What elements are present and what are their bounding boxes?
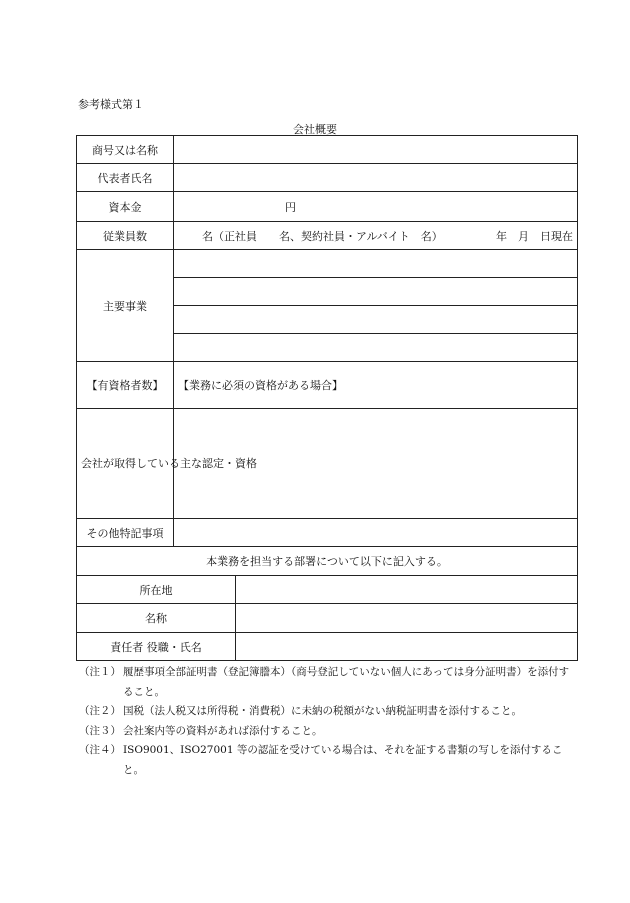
manager-row <box>77 633 578 661</box>
department-instruction-row <box>77 547 578 576</box>
note-text: ISO9001、ISO27001 等の認証を受けている場合は、それを証する書類の写しを添付すること。 <box>123 744 563 776</box>
main-business-field-2[interactable] <box>174 278 578 306</box>
qualified-row <box>77 362 578 409</box>
note-text: 会社案内等の資料があれば添付すること。 <box>123 724 323 737</box>
company-overview-table <box>76 135 578 661</box>
capital-label: 資本金 <box>77 192 174 222</box>
trade-name-row <box>77 136 578 164</box>
note-mark: （注３） <box>79 724 121 737</box>
trade-name-field[interactable] <box>174 136 578 164</box>
main-business-label: 主要事業 <box>77 250 174 362</box>
main-business-field-1[interactable] <box>174 250 578 278</box>
other-field[interactable] <box>174 519 578 547</box>
document-title: 会社概要 <box>293 123 337 136</box>
note-mark: （注４） <box>79 744 121 757</box>
capital-unit: 円 <box>285 200 296 214</box>
note-text: 国税（法人税又は所得税・消費税）に未納の税額がない納税証明書を添付すること。 <box>123 705 522 718</box>
department-name-field[interactable] <box>236 604 578 633</box>
note-3 <box>79 722 579 742</box>
form-number-label: 参考様式第１ <box>78 98 144 111</box>
representative-label: 代表者氏名 <box>77 164 174 192</box>
note-1 <box>79 663 579 702</box>
other-label: その他特記事項 <box>77 519 174 547</box>
main-business-field-4[interactable] <box>174 334 578 362</box>
trade-name-label: 商号又は名称 <box>77 136 174 164</box>
note-4 <box>79 741 579 780</box>
employees-row <box>77 222 578 250</box>
location-row <box>77 576 578 604</box>
note-mark: （注１） <box>79 666 121 678</box>
capital-field[interactable] <box>174 192 578 222</box>
location-label: 所在地 <box>77 576 236 604</box>
capital-row <box>77 192 578 222</box>
employees-label: 従業員数 <box>77 222 174 250</box>
certification-row <box>77 409 578 519</box>
note-mark: （注２） <box>79 705 121 718</box>
qualified-note: 【業務に必須の資格がある場合】 <box>178 379 343 392</box>
certification-label: 会社が取得している主な認定・資格 <box>77 409 174 519</box>
manager-field[interactable] <box>236 633 578 661</box>
notes-section <box>79 663 579 781</box>
location-field[interactable] <box>236 576 578 604</box>
employees-date: 年 月 日現在 <box>496 229 573 243</box>
department-instruction: 本業務を担当する部署について以下に記入する。 <box>77 547 578 576</box>
main-business-field-3[interactable] <box>174 306 578 334</box>
note-2 <box>79 702 579 722</box>
representative-row <box>77 164 578 192</box>
manager-label: 責任者 役職・氏名 <box>77 633 236 661</box>
qualified-field[interactable] <box>174 362 578 409</box>
other-row <box>77 519 578 547</box>
main-business-row-1 <box>77 250 578 278</box>
qualified-label: 【有資格者数】 <box>77 362 174 409</box>
department-name-label: 名称 <box>77 604 236 633</box>
representative-field[interactable] <box>174 164 578 192</box>
department-name-row <box>77 604 578 633</box>
note-text: 履歴事項全部証明書（登記簿謄本）（商号登記していない個人にあっては身分証明書）を添付すること。 <box>123 666 570 698</box>
employees-detail: 名（正社員 名、契約社員・アルバイト 名） <box>202 229 443 243</box>
employees-field[interactable] <box>174 222 578 250</box>
